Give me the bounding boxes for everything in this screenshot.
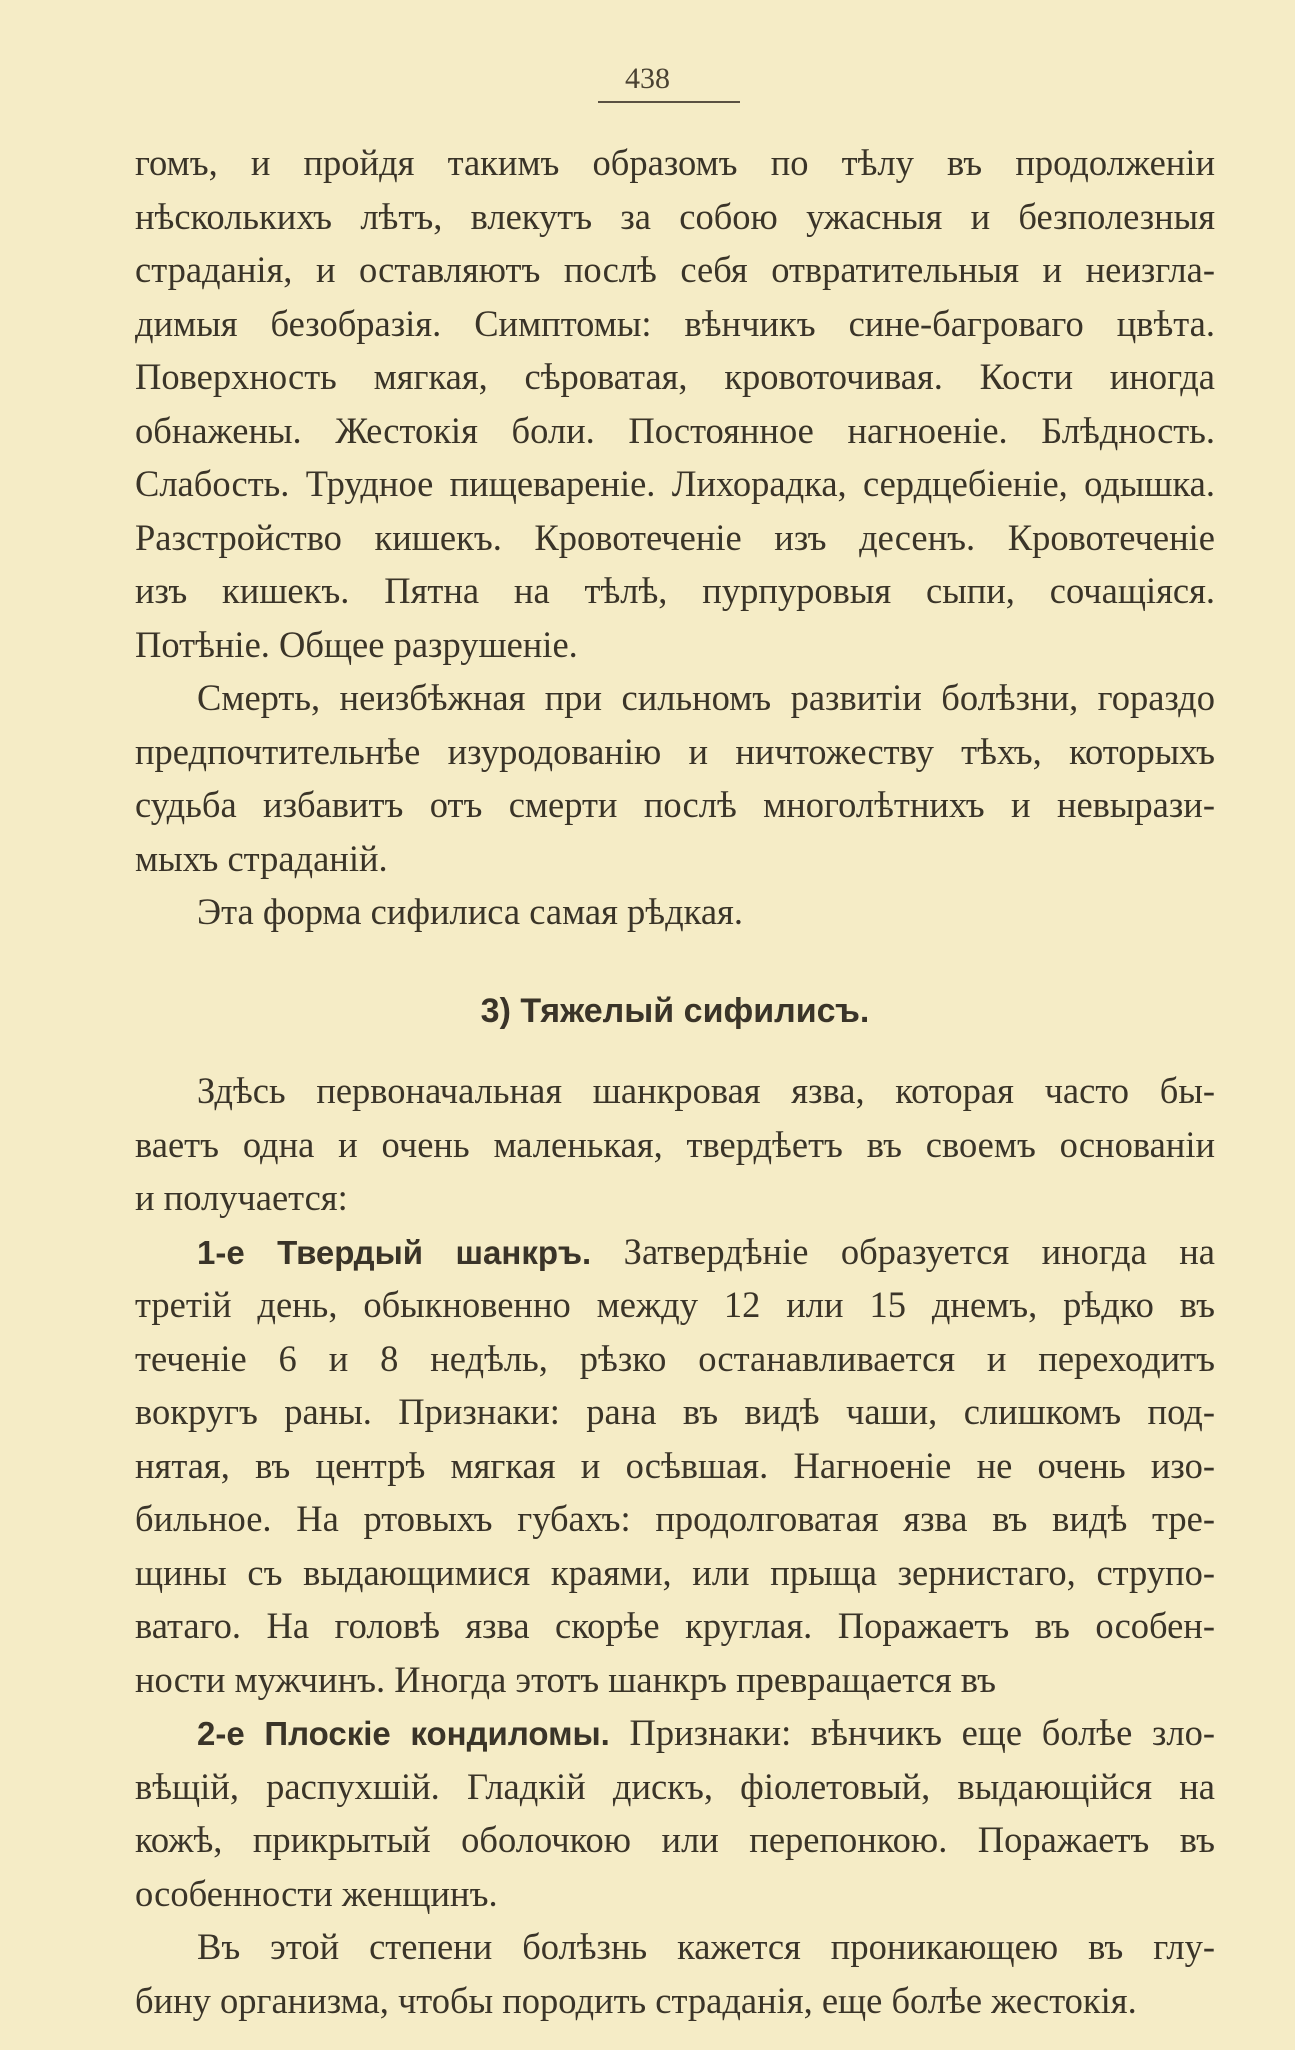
text-line: Въ этой степени болѣзнь кажется проникающею въ глу- xyxy=(197,1926,1215,1967)
text-line: щины съ выдающимися краями, или прыща зернистаго, струпо- xyxy=(135,1551,1215,1593)
text-line: 1-е Твердый шанкръ. Затвердѣніе образуется иногда на xyxy=(197,1230,1215,1272)
text-line: нятая, въ центрѣ мягкая и осѣвшая. Нагноеніе не очень изо- xyxy=(135,1444,1215,1486)
text-line: 2-е Плоскіе кондиломы. Признаки: вѣнчикъ еще болѣе зло- xyxy=(197,1712,1216,1753)
text-line: страданія, и оставляютъ послѣ себя отвратительныя и неизгла- xyxy=(135,249,1215,290)
page-number: 438 xyxy=(625,62,670,95)
text-line: Разстройство кишекъ. Кровотеченіе изъ десенъ. Кровотеченіе xyxy=(135,516,1215,558)
text-line: Поверхность мягкая, сѣроватая, кровоточивая. Кости иногда xyxy=(135,356,1215,397)
text-line: ности мужчинъ. Иногда этотъ шанкръ превращается въ xyxy=(135,1658,996,1700)
term-hard-chancre: 1-е Твердый шанкръ. xyxy=(197,1233,592,1271)
text-line: вѣщій, распухшій. Гладкій дискъ, фіолетовый, выдающійся на xyxy=(135,1765,1215,1807)
text-line: димыя безобразія. Симптомы: вѣнчикъ сине-багроваго цвѣта. xyxy=(135,302,1215,344)
page-text xyxy=(135,136,1215,2027)
text-line: бину организма, чтобы породить страданія, еще болѣе жестокія. xyxy=(135,1979,1137,2021)
text-line: Смерть, неизбѣжная при сильномъ развитіи болѣзни, гораздо xyxy=(197,677,1215,718)
text-line: нѣсколькихъ лѣтъ, влекутъ за собою ужасныя и безполезныя xyxy=(135,195,1215,237)
text-line: третій день, обыкновенно между 12 или 15 днемъ, рѣдко въ xyxy=(135,1284,1215,1325)
text-line: и получается: xyxy=(135,1177,348,1218)
text-line: особенности женщинъ. xyxy=(135,1872,498,1914)
text-line: бильное. На ртовыхъ губахъ: продолговатая язва въ видѣ тре- xyxy=(135,1498,1215,1539)
text-line: теченіе 6 и 8 недѣль, рѣзко останавливается и переходитъ xyxy=(135,1337,1215,1379)
term-flat-condylomas: 2-е Плоскіе кондиломы. xyxy=(197,1715,610,1752)
text-line: кожѣ, прикрытый оболочкою или перепонкою. Поражаетъ въ xyxy=(135,1819,1215,1860)
text-line: ваетъ одна и очень маленькая, твердѣетъ въ своемъ основаніи xyxy=(135,1123,1215,1165)
text-line: гомъ, и пройдя такимъ образомъ по тѣлу въ продолженіи xyxy=(135,142,1215,183)
text-line: Здѣсь первоначальная шанкровая язва, которая часто бы- xyxy=(197,1070,1215,1111)
text-line: ватаго. На головѣ язва скорѣе круглая. Поражаетъ въ особен- xyxy=(135,1605,1215,1646)
section-heading: 3) Тяжелый сифилисъ. xyxy=(480,991,870,1030)
text-line: мыхъ страданій. xyxy=(135,837,388,879)
text-line: изъ кишекъ. Пятна на тѣлѣ, пурпуровыя сыпи, сочащіяся. xyxy=(135,570,1215,611)
text-line: предпочтительнѣе изуродованію и ничтожеству тѣхъ, которыхъ xyxy=(135,730,1215,772)
text-line: вокругъ раны. Признаки: рана въ видѣ чаши, слишкомъ под- xyxy=(135,1391,1215,1432)
text-line: Эта форма сифилиса самая рѣдкая. xyxy=(197,891,743,932)
page-number-rule xyxy=(598,101,740,103)
text-line: судьба избавитъ отъ смерти послѣ многолѣтнихъ и невырази- xyxy=(135,784,1215,825)
text-line: обнажены. Жестокія боли. Постоянное нагноеніе. Блѣдность. xyxy=(135,409,1215,451)
text-line: Потѣніе. Общее разрушеніе. xyxy=(135,623,578,665)
text-line: Слабость. Трудное пищевареніе. Лихорадка, сердцебіеніе, одышка. xyxy=(135,463,1215,504)
